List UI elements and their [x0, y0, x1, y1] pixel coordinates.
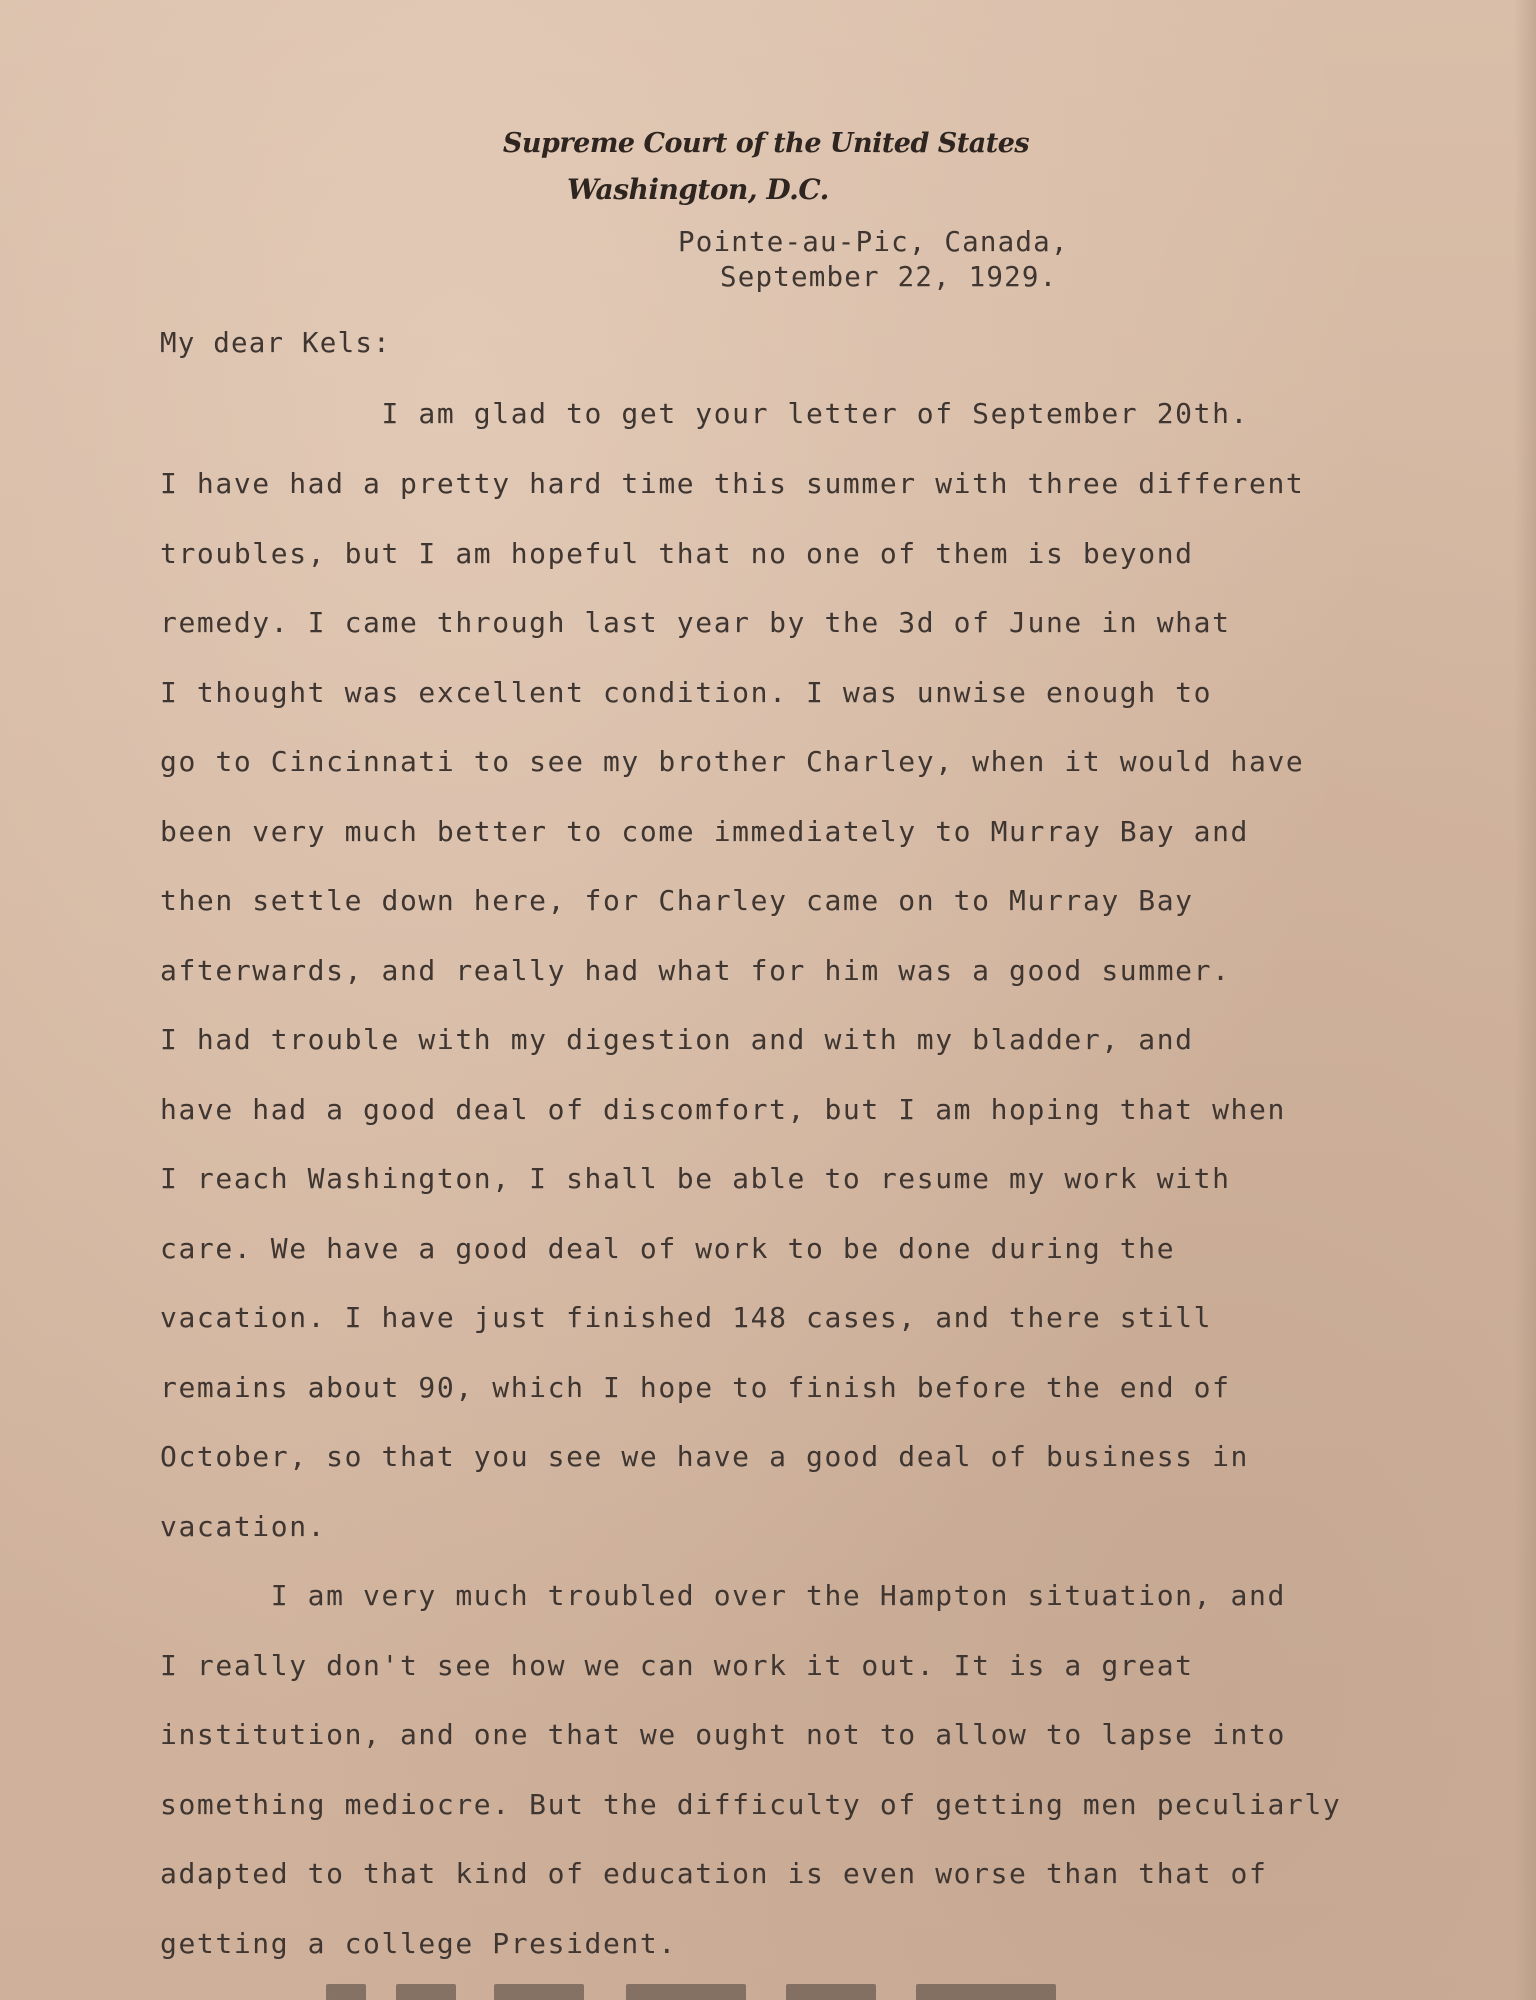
body-line: vacation. I have just finished 148 cases, and there still: [160, 1301, 1213, 1334]
body-line: go to Cincinnati to see my brother Charley, when it would have: [160, 745, 1305, 778]
body-line: I have had a pretty hard time this summer with three different: [160, 467, 1305, 500]
letterhead-city: Washington, D.C.: [567, 173, 829, 206]
body-line: adapted to that kind of education is even worse than that of: [160, 1857, 1268, 1890]
body-line: I had trouble with my digestion and with my bladder, and: [160, 1023, 1194, 1056]
body-line: I reach Washington, I shall be able to resume my work with: [160, 1162, 1231, 1195]
page-edge-shadow: [1514, 0, 1536, 2000]
cut-off-text-fragment: [916, 1984, 1056, 2000]
body-line: I thought was excellent condition. I was unwise enough to: [160, 676, 1213, 709]
body-line: have had a good deal of discomfort, but I am hoping that when: [160, 1093, 1286, 1126]
cut-off-text-fragment: [494, 1984, 584, 2000]
cut-off-text-fragment: [326, 1984, 366, 2000]
body-line: then settle down here, for Charley came on to Murray Bay: [160, 884, 1194, 917]
letter-date: September 22, 1929.: [720, 261, 1058, 293]
body-line: vacation.: [160, 1510, 327, 1543]
cut-off-text-fragment: [626, 1984, 746, 2000]
body-line: institution, and one that we ought not to allow to lapse into: [160, 1718, 1286, 1751]
body-line: troubles, but I am hopeful that no one of them is beyond: [160, 537, 1194, 570]
cut-off-next-line: [326, 1984, 1116, 2000]
cut-off-text-fragment: [396, 1984, 456, 2000]
body-line: afterwards, and really had what for him was a good summer.: [160, 954, 1231, 987]
body-line: I am very much troubled over the Hampton situation, and: [160, 1579, 1286, 1612]
body-line: care. We have a good deal of work to be done during the: [160, 1232, 1176, 1265]
body-line: been very much better to come immediately to Murray Bay and: [160, 815, 1249, 848]
body-line: something mediocre. But the difficulty of getting men peculiarly: [160, 1788, 1342, 1821]
body-line: remains about 90, which I hope to finish before the end of: [160, 1371, 1231, 1404]
body-line: getting a college President.: [160, 1927, 677, 1960]
cut-off-text-fragment: [786, 1984, 876, 2000]
body-line: I really don't see how we can work it out. It is a great: [160, 1649, 1194, 1682]
body-line: remedy. I came through last year by the 3d of June in what: [160, 606, 1231, 639]
body-line: I am glad to get your letter of September 20th.: [160, 397, 1249, 430]
letterhead-court-name: Supreme Court of the United States: [502, 128, 1030, 159]
letter-salutation: My dear Kels:: [160, 327, 391, 359]
letter-place: Pointe-au-Pic, Canada,: [678, 226, 1069, 258]
body-line: October, so that you see we have a good deal of business in: [160, 1440, 1249, 1473]
